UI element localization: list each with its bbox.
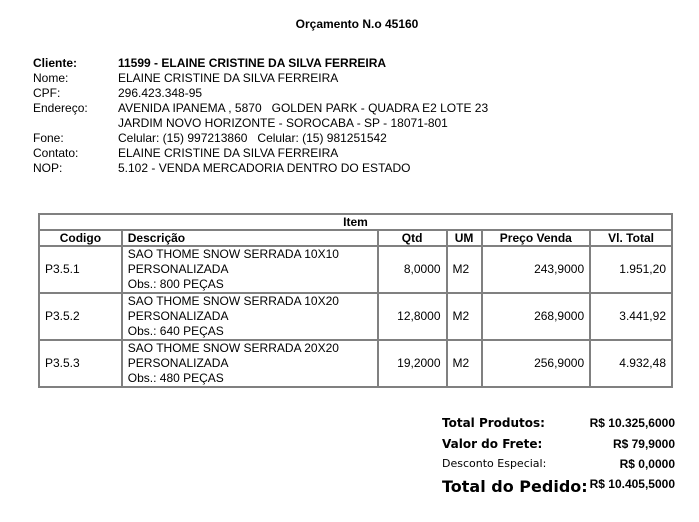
item-preco-venda: 268,9000 — [482, 293, 591, 340]
items-column-header-row — [39, 230, 672, 246]
item-vl-total: 1.951,20 — [590, 246, 672, 293]
item-desc-line1: SAO THOME SNOW SERRADA 20X20 — [127, 341, 339, 355]
item-um: M2 — [447, 340, 482, 387]
cpf-value: 296.423.348-95 — [118, 86, 203, 100]
client-row — [33, 56, 488, 71]
name-label: Nome: — [33, 71, 69, 85]
address-label: Endereço: — [33, 101, 88, 115]
address-line1: AVENIDA IPANEMA , 5870 GOLDEN PARK - QUADRA E2 LOTE 23 — [118, 101, 489, 115]
table-row — [39, 293, 672, 340]
item-codigo: P3.5.3 — [39, 340, 122, 387]
item-obs: Obs.: 800 PEÇAS — [127, 277, 224, 291]
phone-label: Fone: — [33, 131, 64, 145]
item-um: M2 — [447, 293, 482, 340]
total-produtos-value: R$ 10.325,6000 — [589, 416, 675, 430]
item-desc-line1: SAO THOME SNOW SERRADA 10X10 — [127, 247, 339, 261]
contact-row — [33, 146, 488, 161]
contact-value: ELAINE CRISTINE DA SILVA FERREIRA — [118, 146, 339, 160]
name-value: ELAINE CRISTINE DA SILVA FERREIRA — [118, 71, 339, 85]
item-codigo: P3.5.1 — [39, 246, 122, 293]
frete-row — [442, 437, 675, 457]
address-label-blank — [33, 116, 118, 131]
frete-label: Valor do Frete: — [442, 437, 543, 451]
item-qtd: 19,2000 — [378, 340, 447, 387]
total-pedido-value: R$ 10.405,5000 — [589, 477, 675, 491]
item-qtd: 12,8000 — [378, 293, 447, 340]
cpf-row — [33, 86, 488, 101]
table-row — [39, 246, 672, 293]
client-info-table — [33, 56, 488, 176]
desconto-value: R$ 0,0000 — [619, 457, 675, 471]
column-header-vl-total: Vl. Total — [590, 230, 672, 246]
total-produtos-row — [442, 416, 675, 437]
item-obs: Obs.: 480 PEÇAS — [127, 371, 224, 385]
desconto-row — [442, 457, 675, 477]
item-codigo: P3.5.2 — [39, 293, 122, 340]
desconto-label: Desconto Especial: — [442, 457, 547, 470]
nop-label: NOP: — [33, 161, 63, 175]
total-produtos-label: Total Produtos: — [442, 416, 545, 430]
item-obs: Obs.: 640 PEÇAS — [127, 324, 224, 338]
items-group-header: Item — [39, 214, 672, 230]
item-desc-line2: PERSONALIZADA — [127, 262, 229, 276]
totals-table — [442, 416, 675, 496]
column-header-qtd: Qtd — [378, 230, 447, 246]
total-pedido-row — [442, 477, 675, 496]
column-header-um: UM — [447, 230, 482, 246]
column-header-codigo: Codigo — [39, 230, 122, 246]
table-row — [39, 340, 672, 387]
item-preco-venda: 243,9000 — [482, 246, 591, 293]
address-line2: JARDIM NOVO HORIZONTE - SOROCABA - SP - 18071-801 — [118, 116, 448, 130]
items-group-header-row — [39, 214, 672, 230]
contact-label: Contato: — [33, 146, 79, 160]
column-header-descricao: Descrição — [122, 230, 378, 246]
frete-value: R$ 79,9000 — [612, 437, 675, 451]
phone-value: Celular: (15) 997213860 Celular: (15) 981251542 — [118, 131, 387, 145]
item-vl-total: 4.932,48 — [590, 340, 672, 387]
item-descricao — [122, 340, 378, 387]
address-row — [33, 101, 488, 116]
address-row-2 — [33, 116, 488, 131]
cpf-label: CPF: — [33, 86, 61, 100]
item-preco-venda: 256,9000 — [482, 340, 591, 387]
item-descricao — [122, 246, 378, 293]
items-table — [38, 213, 673, 388]
item-um: M2 — [447, 246, 482, 293]
client-value: 11599 - ELAINE CRISTINE DA SILVA FERREIRA — [118, 56, 387, 70]
document-title: Orçamento N.o 45160 — [295, 17, 419, 31]
item-desc-line2: PERSONALIZADA — [127, 356, 229, 370]
phone-row — [33, 131, 488, 146]
nop-value: 5.102 - VENDA MERCADORIA DENTRO DO ESTADO — [118, 161, 411, 175]
column-header-preco-venda: Preço Venda — [482, 230, 591, 246]
item-qtd: 8,0000 — [378, 246, 447, 293]
name-row — [33, 71, 488, 86]
item-desc-line1: SAO THOME SNOW SERRADA 10X20 — [127, 294, 339, 308]
item-vl-total: 3.441,92 — [590, 293, 672, 340]
nop-row — [33, 161, 488, 176]
item-desc-line2: PERSONALIZADA — [127, 309, 229, 323]
total-pedido-label: Total do Pedido: — [442, 477, 588, 496]
item-descricao — [122, 293, 378, 340]
client-label: Cliente: — [33, 56, 78, 70]
